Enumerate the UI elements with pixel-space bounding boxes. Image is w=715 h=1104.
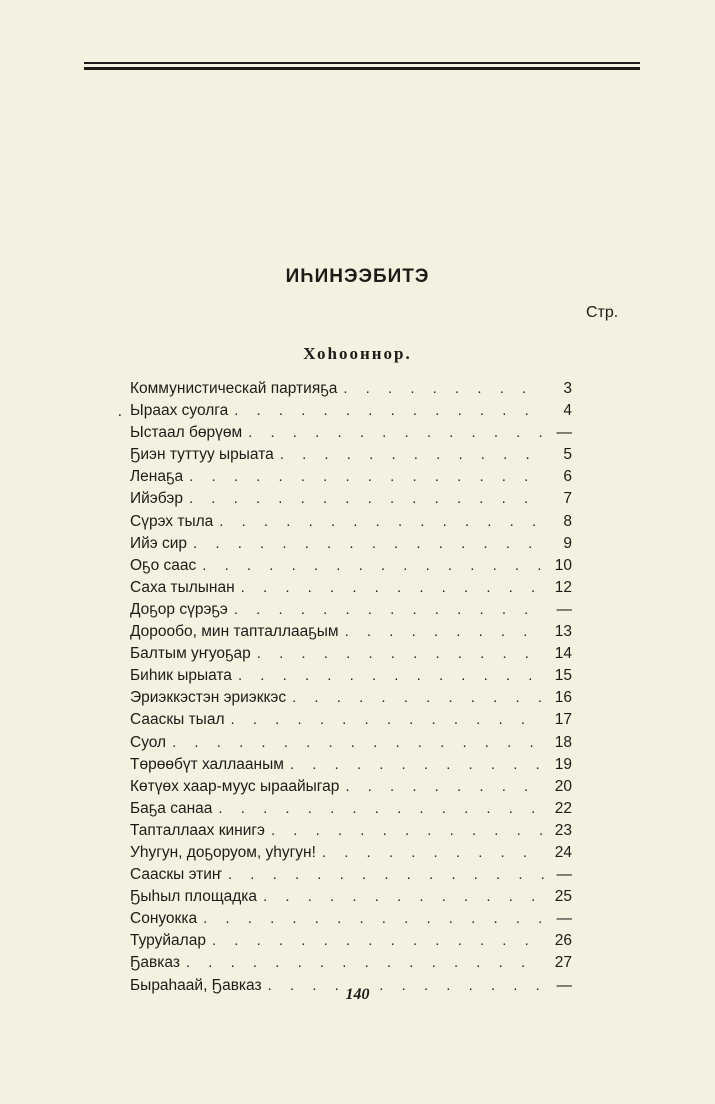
toc-entry <box>130 800 572 822</box>
dot-leader <box>193 535 544 552</box>
toc-entry <box>130 910 572 932</box>
toc-entry-title: Ийэ сир <box>130 534 188 552</box>
toc-entry-page: 18 <box>554 733 572 751</box>
dot-leader <box>189 468 544 485</box>
page-number: 140 <box>345 986 370 1003</box>
toc-entry <box>130 866 572 888</box>
dot-leader <box>345 623 544 640</box>
page-column-label: Стр. <box>586 304 619 321</box>
toc-entry-page: 17 <box>554 711 572 729</box>
toc-entry-title: Дорообо, мин тапталлааҕым <box>130 623 339 641</box>
toc-entry-title: Сонуокка <box>130 910 198 928</box>
toc-entry <box>130 844 572 866</box>
toc-entry <box>130 756 572 778</box>
toc-entry <box>130 557 572 579</box>
toc-entry-title: Ыстаал бөрүөм <box>130 424 243 442</box>
stray-dot: . <box>118 404 122 420</box>
toc-entry <box>130 645 572 667</box>
toc-entry-title: Сааскы этиҥ <box>130 866 222 884</box>
dot-leader <box>186 954 544 971</box>
toc-entry-title: Суол <box>130 733 167 751</box>
top-rule-thick <box>84 67 640 70</box>
toc-entry-title: Ҕавказ <box>130 954 180 972</box>
toc-entry <box>130 711 572 733</box>
toc-entry <box>130 490 572 512</box>
toc-entry-page: 3 <box>563 380 572 397</box>
toc-entry-title: Сүрэх тыла <box>130 512 214 530</box>
toc-entry-title: Уһугун, доҕоруом, уһугун! <box>130 843 316 861</box>
toc-entry-page: — <box>556 424 572 442</box>
dot-leader <box>280 446 544 463</box>
toc-entry-title: Ленаҕа <box>130 468 184 486</box>
toc-entry-title: Балтым уҥуоҕар <box>130 645 251 663</box>
toc-entry-title: Сааскы тыал <box>130 711 225 729</box>
table-of-contents <box>130 380 572 999</box>
toc-entry-title: Төрөөбүт халлааным <box>130 755 284 773</box>
toc-entry <box>130 424 572 446</box>
toc-entry-page: 10 <box>554 556 572 574</box>
dot-leader <box>345 778 544 795</box>
toc-entry <box>130 623 572 645</box>
dot-leader <box>257 645 544 662</box>
toc-entry-title: Тапталлаах кинигэ <box>130 821 265 839</box>
toc-entry-title: Эриэккэстэн эриэккэс <box>130 689 287 707</box>
toc-entry-page: 24 <box>554 843 572 861</box>
dot-leader <box>238 667 544 684</box>
dot-leader <box>212 932 544 949</box>
dot-leader <box>241 579 544 596</box>
dot-leader <box>189 490 544 507</box>
toc-entry <box>130 468 572 490</box>
toc-entry <box>130 689 572 711</box>
toc-entry-title: Доҕор сүрэҕэ <box>130 600 228 618</box>
toc-entry-page: 22 <box>554 799 572 817</box>
toc-entry-title: Ҕиэн туттуу ырыата <box>130 446 274 464</box>
toc-entry <box>130 535 572 557</box>
toc-entry-page: 26 <box>554 932 572 950</box>
dot-leader <box>172 734 544 751</box>
toc-entry-page: 27 <box>554 954 572 972</box>
toc-entry <box>130 402 572 424</box>
toc-entry-title: Көтүөх хаар-муус ыраайыгар <box>130 777 340 795</box>
toc-entry <box>130 888 572 910</box>
dot-leader <box>292 689 544 706</box>
toc-entry-title: Саха тылынан <box>130 578 235 596</box>
toc-entry-page: 16 <box>554 689 572 707</box>
toc-entry-title: Биһик ырыата <box>130 667 232 685</box>
toc-entry-page: 13 <box>554 623 572 641</box>
dot-leader <box>290 756 544 773</box>
toc-entry-page: 19 <box>554 755 572 773</box>
toc-entry-title: Быраһаай, Ҕавказ <box>130 976 262 994</box>
dot-leader <box>202 557 544 574</box>
toc-entry-title: Ыраах суолга <box>130 402 229 420</box>
toc-entry <box>130 734 572 756</box>
toc-entry-page: 12 <box>554 578 572 596</box>
toc-entry <box>130 667 572 689</box>
toc-entry <box>130 380 572 402</box>
toc-entry-page: 8 <box>563 512 572 530</box>
toc-entry-page: 7 <box>563 490 572 508</box>
dot-leader <box>228 866 544 883</box>
dot-leader <box>231 711 545 728</box>
toc-entry-page: 23 <box>554 821 572 839</box>
toc-entry-page: — <box>556 910 572 928</box>
dot-leader <box>322 844 544 861</box>
dot-leader <box>234 402 544 419</box>
dot-leader <box>218 800 544 817</box>
toc-entry <box>130 446 572 468</box>
toc-entry-title: Баҕа санаа <box>130 799 213 817</box>
page-title: ИҺИНЭЭБИТЭ <box>285 266 430 287</box>
toc-entry-page: — <box>556 976 572 994</box>
dot-leader <box>248 424 544 441</box>
toc-entry-page: 25 <box>554 888 572 906</box>
toc-entry-title: Ҕыһыл площадка <box>130 888 258 906</box>
toc-entry <box>130 778 572 800</box>
top-rule-thin <box>84 62 640 64</box>
toc-entry-page: 14 <box>554 645 572 663</box>
toc-entry-title: Оҕо саас <box>130 556 197 574</box>
toc-entry-title: Коммунистическай партияҕа <box>130 380 338 397</box>
dot-leader <box>343 380 544 397</box>
toc-entry-page: — <box>556 866 572 884</box>
toc-entry <box>130 513 572 535</box>
toc-entry-title: Ийэбэр <box>130 490 183 508</box>
dot-leader <box>234 601 544 618</box>
toc-entry <box>130 601 572 623</box>
toc-entry-page: — <box>556 600 572 618</box>
toc-entry-title: Туруйалар <box>130 932 206 950</box>
toc-entry-page: 15 <box>554 667 572 685</box>
toc-entry-page: 6 <box>563 468 572 486</box>
dot-leader <box>271 822 544 839</box>
toc-entry <box>130 932 572 954</box>
section-heading: Хоһооннор. <box>303 344 412 363</box>
dot-leader <box>203 910 544 927</box>
toc-entry <box>130 954 572 976</box>
toc-entry-page: 9 <box>563 534 572 552</box>
dot-leader <box>219 513 544 530</box>
dot-leader <box>263 888 544 905</box>
toc-entry-page: 5 <box>563 446 572 464</box>
toc-entry-page: 20 <box>554 777 572 795</box>
toc-entry <box>130 579 572 601</box>
toc-entry-page: 4 <box>563 402 572 420</box>
toc-entry <box>130 822 572 844</box>
